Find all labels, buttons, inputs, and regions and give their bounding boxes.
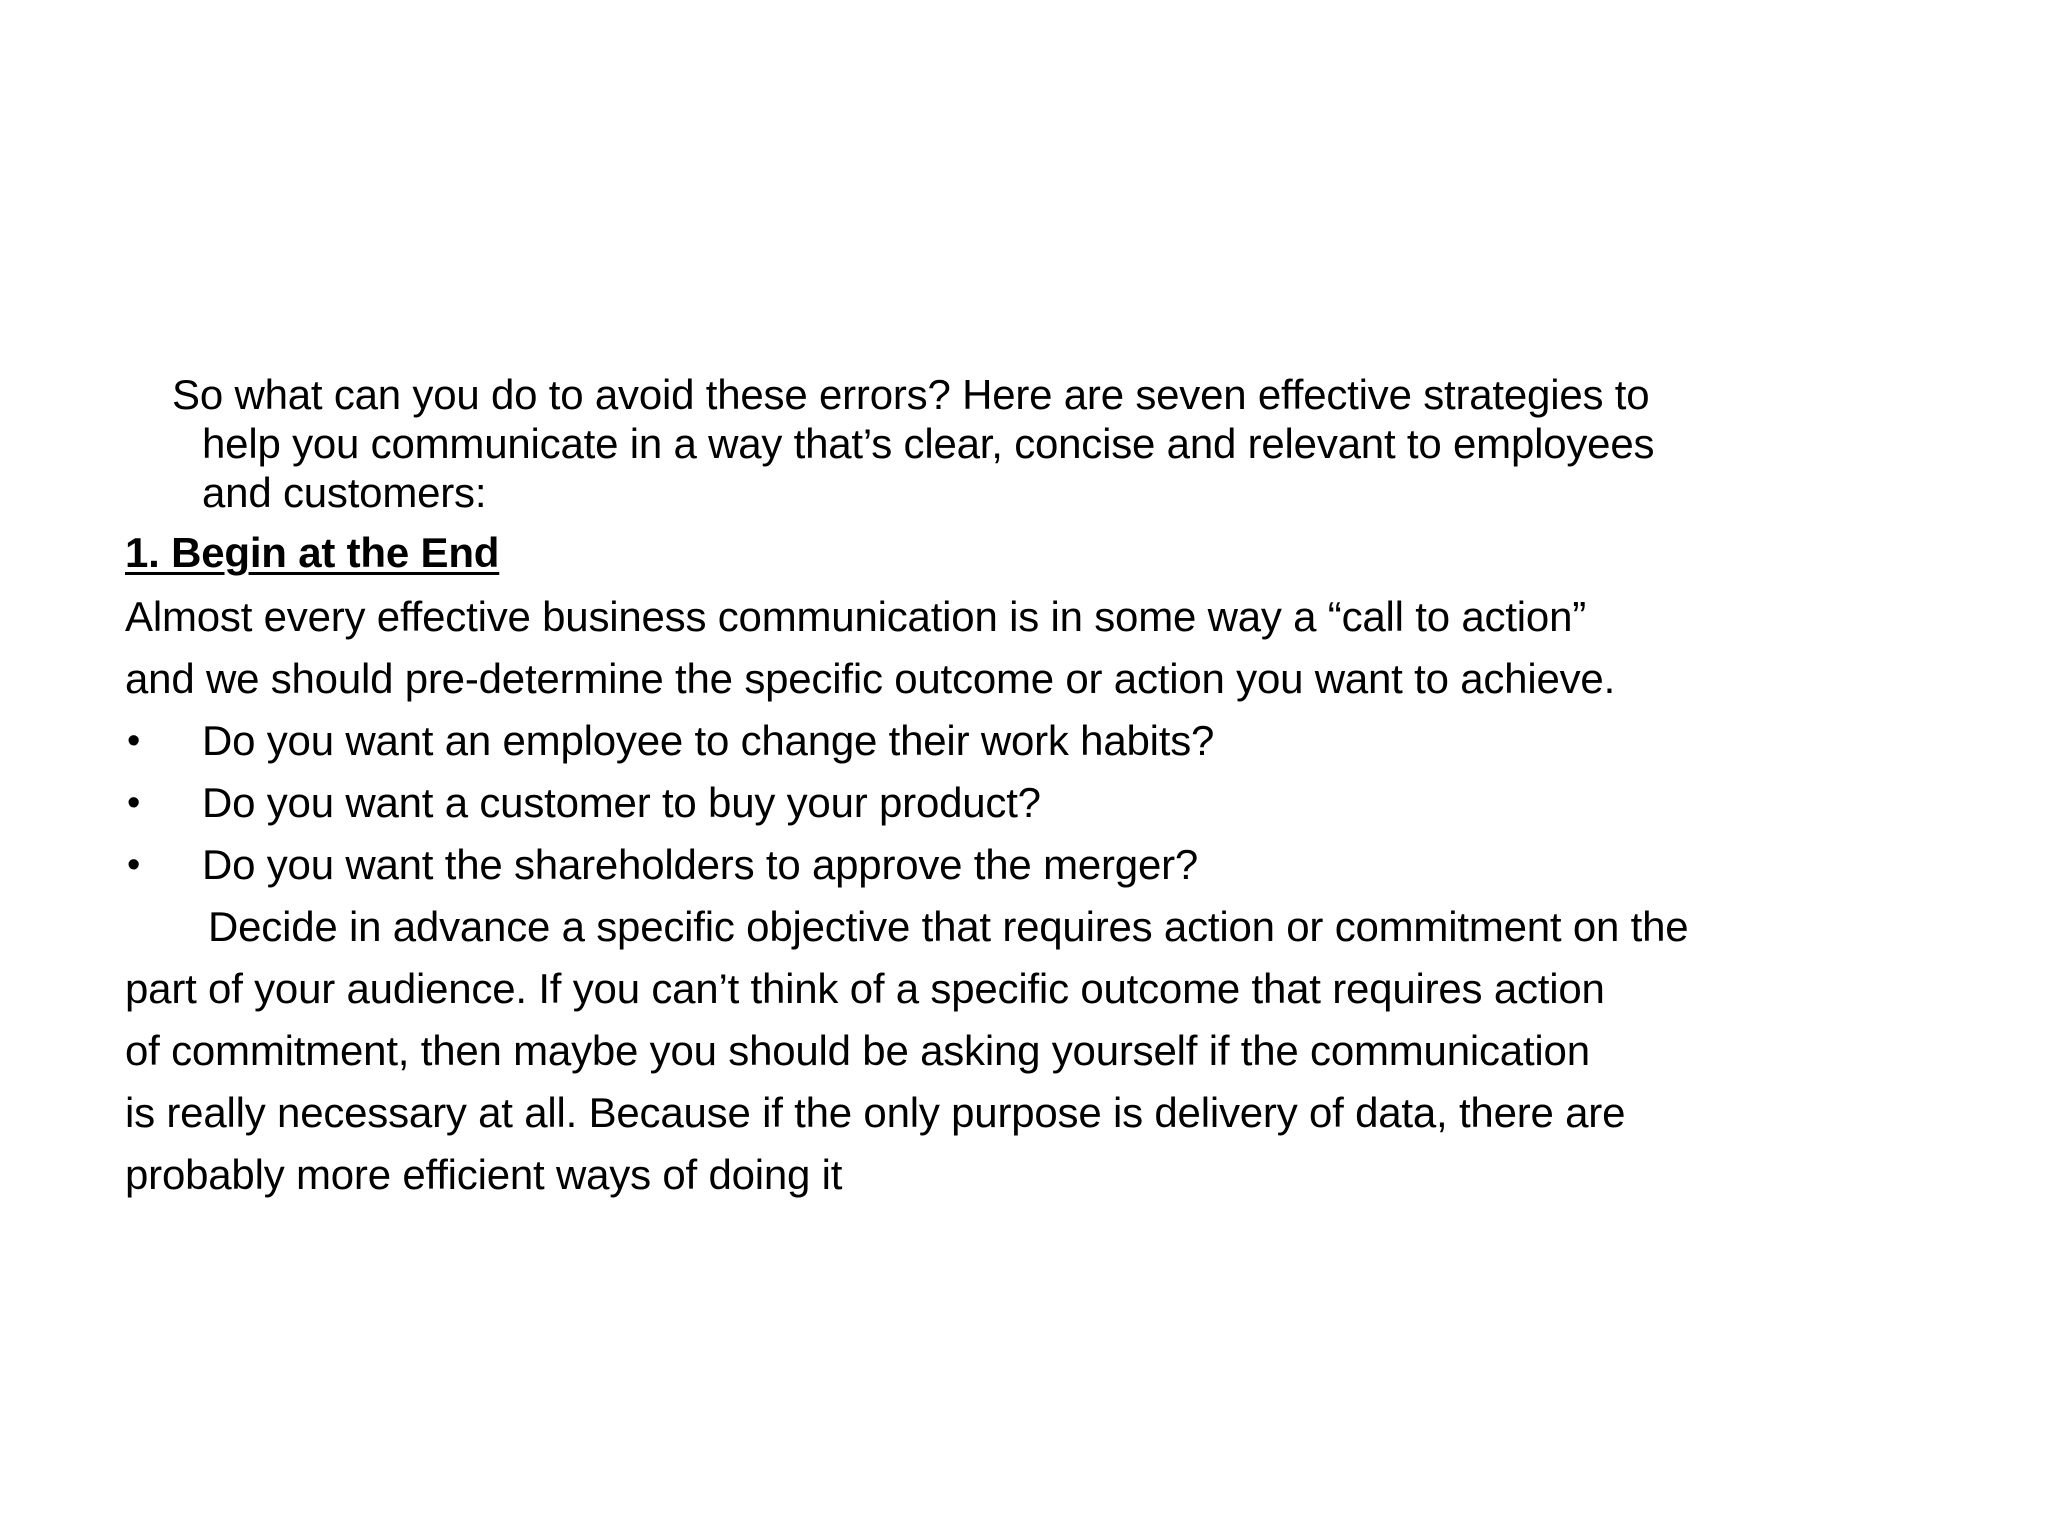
closing-line-5: probably more efficient ways of doing it [125,1151,843,1198]
paragraph-line-2: and we should pre-determine the specific outcome or action you want to achieve. [125,655,1616,702]
intro-line-2: help you communicate in a way that’s clear, concise and relevant to employees [202,420,1655,467]
intro-line-1: So what can you do to avoid these errors? Here are seven effective strategies to [172,371,1650,418]
bullet-icon: • [127,844,141,886]
bullet-icon: • [127,720,141,762]
bullet-item: Do you want a customer to buy your product? [202,779,1041,826]
closing-line-3: of commitment, then maybe you should be asking yourself if the communication [125,1027,1590,1074]
intro-line-3: and customers: [202,469,487,516]
bullet-icon: • [127,782,141,824]
bullet-item: Do you want an employee to change their work habits? [202,717,1215,764]
paragraph-line-1: Almost every effective business communication is in some way a “call to action” [125,593,1587,640]
bullet-item: Do you want the shareholders to approve the merger? [202,841,1199,888]
section-heading: 1. Begin at the End [125,529,500,576]
closing-line-2: part of your audience. If you can’t think of a specific outcome that requires action [125,965,1605,1012]
closing-line-1: Decide in advance a specific objective that requires action or commitment on the [208,903,1689,950]
closing-line-4: is really necessary at all. Because if the only purpose is delivery of data, there are [125,1089,1626,1136]
